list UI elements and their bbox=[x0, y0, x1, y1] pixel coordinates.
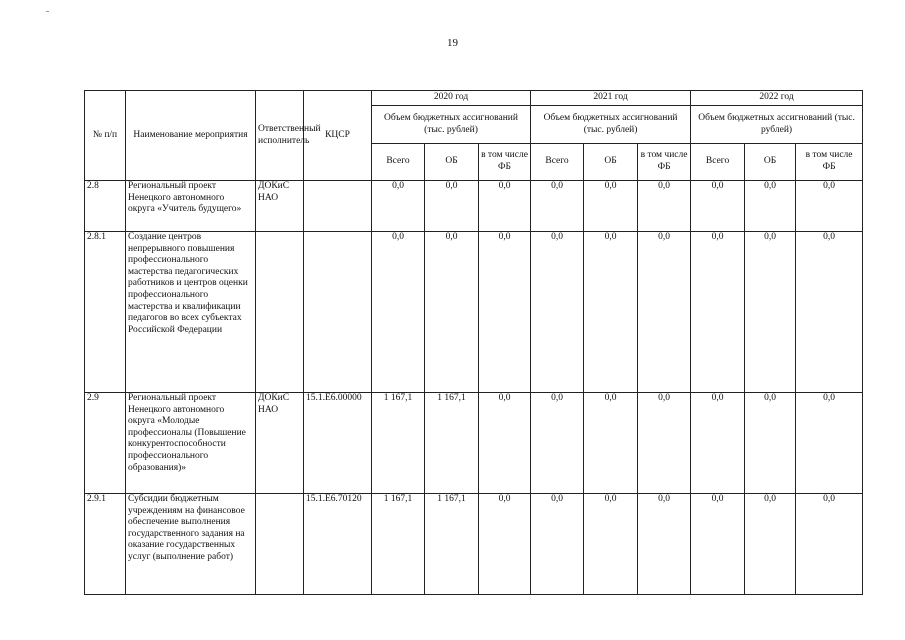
header-responsible: Ответственный исполнитель bbox=[256, 91, 304, 181]
value-2021-total: 0,0 bbox=[531, 232, 584, 393]
scan-mark bbox=[46, 11, 49, 12]
table-row bbox=[85, 232, 863, 393]
value-2021-fb: 0,0 bbox=[638, 181, 691, 232]
value-2020-total: 0,0 bbox=[372, 181, 425, 232]
header-sub-ob: ОБ bbox=[584, 144, 638, 181]
header-sub-fb: в том числе ФБ bbox=[796, 144, 863, 181]
header-sub-total: Всего bbox=[372, 144, 425, 181]
value-2021-ob: 0,0 bbox=[584, 181, 638, 232]
value-2022-ob: 0,0 bbox=[745, 393, 796, 494]
header-sub-total: Всего bbox=[691, 144, 745, 181]
header-year-2022: 2022 год bbox=[691, 91, 863, 106]
table-row bbox=[85, 393, 863, 494]
value-2022-total: 0,0 bbox=[691, 181, 745, 232]
row-kcsr bbox=[304, 181, 372, 232]
value-2020-fb: 0,0 bbox=[479, 393, 531, 494]
row-responsible: ДОКиС НАО bbox=[256, 181, 304, 232]
value-2020-fb: 0,0 bbox=[479, 181, 531, 232]
row-name: Создание центров непрерывного повышения профессионального мастерства педагогических работников и центров оценки профессионального мастерства и квалификации педагогов во всех субъектах Российской Федерации bbox=[126, 232, 256, 393]
value-2022-fb: 0,0 bbox=[796, 232, 863, 393]
header-name: Наименование мероприятия bbox=[126, 91, 256, 181]
value-2022-fb: 0,0 bbox=[796, 494, 863, 595]
value-2020-ob: 0,0 bbox=[425, 181, 479, 232]
page-number: 19 bbox=[447, 37, 458, 49]
row-responsible bbox=[256, 232, 304, 393]
header-sub-ob: ОБ bbox=[425, 144, 479, 181]
value-2021-total: 0,0 bbox=[531, 181, 584, 232]
budget-table bbox=[84, 90, 863, 595]
value-2021-ob: 0,0 bbox=[584, 494, 638, 595]
value-2022-ob: 0,0 bbox=[745, 181, 796, 232]
value-2020-total: 1 167,1 bbox=[372, 393, 425, 494]
value-2021-total: 0,0 bbox=[531, 393, 584, 494]
value-2021-fb: 0,0 bbox=[638, 232, 691, 393]
header-year-2020: 2020 год bbox=[372, 91, 531, 106]
row-name: Субсидии бюджетным учреждениям на финансовое обеспечение выполнения государственного задания на оказание государственных услуг (выполнение работ) bbox=[126, 494, 256, 595]
table-row bbox=[85, 181, 863, 232]
value-2022-fb: 0,0 bbox=[796, 393, 863, 494]
row-num: 2.9.1 bbox=[85, 494, 126, 595]
value-2020-fb: 0,0 bbox=[479, 494, 531, 595]
table-body bbox=[85, 181, 863, 595]
value-2021-fb: 0,0 bbox=[638, 393, 691, 494]
header-year-2021: 2021 год bbox=[531, 91, 691, 106]
row-name: Региональный проект Ненецкого автономного округа «Молодые профессионалы (Повышение конкурентоспособности профессионального образования)» bbox=[126, 393, 256, 494]
row-num: 2.9 bbox=[85, 393, 126, 494]
value-2020-total: 0,0 bbox=[372, 232, 425, 393]
row-kcsr bbox=[304, 232, 372, 393]
row-name: Региональный проект Ненецкого автономного округа «Учитель будущего» bbox=[126, 181, 256, 232]
value-2021-ob: 0,0 bbox=[584, 393, 638, 494]
header-volume-2021: Объем бюджетных ассигнований (тыс. рублей) bbox=[531, 106, 691, 144]
value-2022-total: 0,0 bbox=[691, 494, 745, 595]
value-2020-ob: 0,0 bbox=[425, 232, 479, 393]
value-2020-total: 1 167,1 bbox=[372, 494, 425, 595]
value-2021-total: 0,0 bbox=[531, 494, 584, 595]
row-responsible bbox=[256, 494, 304, 595]
value-2022-total: 0,0 bbox=[691, 232, 745, 393]
value-2022-ob: 0,0 bbox=[745, 494, 796, 595]
header-sub-fb: в том числе ФБ bbox=[479, 144, 531, 181]
row-responsible: ДОКиС НАО bbox=[256, 393, 304, 494]
row-kcsr: 15.1.Е6.70120 bbox=[304, 494, 372, 595]
value-2022-fb: 0,0 bbox=[796, 181, 863, 232]
row-kcsr: 15.1.Е6.00000 bbox=[304, 393, 372, 494]
value-2022-total: 0,0 bbox=[691, 393, 745, 494]
row-num: 2.8 bbox=[85, 181, 126, 232]
table-row bbox=[85, 494, 863, 595]
value-2021-fb: 0,0 bbox=[638, 494, 691, 595]
value-2020-fb: 0,0 bbox=[479, 232, 531, 393]
header-num: № п/п bbox=[85, 91, 126, 181]
header-sub-ob: ОБ bbox=[745, 144, 796, 181]
table-header bbox=[85, 91, 863, 181]
header-volume-2022: Объем бюджетных ассигнований (тыс. рублей) bbox=[691, 106, 863, 144]
value-2020-ob: 1 167,1 bbox=[425, 494, 479, 595]
header-sub-total: Всего bbox=[531, 144, 584, 181]
row-num: 2.8.1 bbox=[85, 232, 126, 393]
value-2020-ob: 1 167,1 bbox=[425, 393, 479, 494]
value-2021-ob: 0,0 bbox=[584, 232, 638, 393]
header-sub-fb: в том числе ФБ bbox=[638, 144, 691, 181]
header-volume-2020: Объем бюджетных ассигнований (тыс. рублей) bbox=[372, 106, 531, 144]
value-2022-ob: 0,0 bbox=[745, 232, 796, 393]
header-kcsr: КЦСР bbox=[304, 91, 372, 181]
